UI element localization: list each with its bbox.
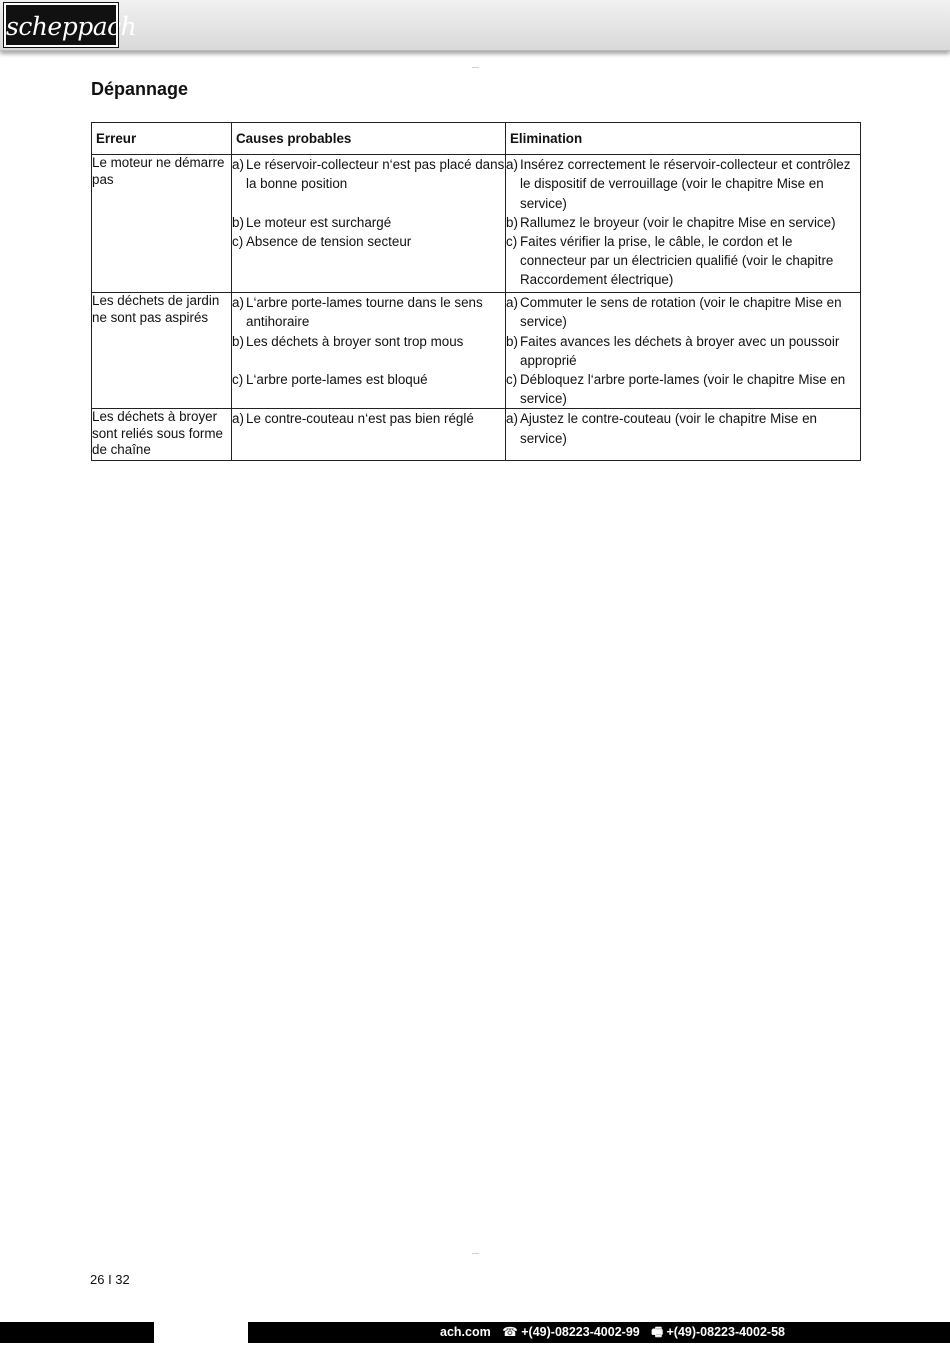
list-item — [506, 213, 860, 232]
item-key: b) — [506, 214, 518, 230]
footer-contact — [440, 1322, 793, 1343]
item-key: c) — [232, 234, 244, 249]
header-causes: Causes probables — [232, 123, 506, 155]
page-number: 26 I 32 — [90, 1272, 130, 1287]
header-error: Erreur — [92, 123, 232, 155]
item-key: a) — [232, 157, 244, 173]
list-item — [506, 155, 860, 213]
list-item — [232, 213, 505, 232]
item-text: Ajustez le contre-couteau (voir le chapitre Mise en service) — [520, 411, 817, 446]
item-text: Les déchets à broyer sont trop mous — [246, 333, 464, 349]
list-item — [506, 370, 860, 408]
list-item — [506, 232, 860, 290]
footer-fax: 🖷 +(49)-08223-4002-58 — [651, 1325, 785, 1339]
error-cell: Les déchets à broyer sont reliés sous forme de chaîne — [92, 409, 232, 461]
remedies-cell — [506, 293, 861, 409]
item-key: a) — [506, 157, 518, 173]
list-item — [232, 155, 505, 193]
page-marker — [472, 1253, 479, 1254]
item-text: Le réservoir-collecteur n‘est pas placé dans la bonne position — [246, 157, 505, 192]
item-key: c) — [232, 372, 244, 387]
header-remedy: Elimination — [506, 123, 861, 155]
footer-white-block — [154, 1322, 248, 1343]
item-key: a) — [232, 411, 244, 427]
item-text: Débloquez l‘arbre porte-lames (voir le chapitre Mise en service) — [520, 372, 846, 407]
item-text: Rallumez le broyeur (voir le chapitre Mise en service) — [520, 214, 836, 230]
causes-cell — [232, 293, 506, 409]
page-marker — [472, 67, 479, 68]
table-row — [92, 409, 861, 461]
list-item — [506, 332, 860, 370]
footer-website-link[interactable]: ach.com — [440, 1325, 491, 1339]
brand-logo: scheppach — [4, 3, 118, 47]
list-item — [506, 293, 860, 331]
troubleshooting-table — [91, 122, 861, 461]
table-row — [92, 155, 861, 293]
list-item — [232, 232, 505, 251]
item-key: b) — [232, 214, 244, 230]
item-key: b) — [232, 333, 244, 349]
causes-cell — [232, 409, 506, 461]
list-item — [232, 409, 505, 428]
table-header-row — [92, 123, 861, 155]
list-item — [232, 370, 505, 389]
error-cell: Le moteur ne démarre pas — [92, 155, 232, 293]
item-key: c) — [506, 234, 518, 250]
causes-cell — [232, 155, 506, 293]
list-item — [232, 332, 505, 351]
list-item — [232, 293, 505, 331]
item-text: Le contre-couteau n‘est pas bien réglé — [246, 411, 474, 427]
item-text: Absence de tension secteur — [246, 234, 412, 249]
item-text: L‘arbre porte-lames tourne dans le sens antihoraire — [246, 295, 483, 330]
footer-bar — [0, 1322, 950, 1343]
remedies-cell — [506, 155, 861, 293]
item-key: b) — [506, 333, 518, 349]
item-key: c) — [506, 372, 518, 388]
footer-phone: ☎ +(49)-08223-4002-99 — [502, 1325, 640, 1339]
remedies-cell — [506, 409, 861, 461]
item-text: L‘arbre porte-lames est bloqué — [246, 372, 428, 387]
table-row — [92, 293, 861, 409]
item-key: a) — [232, 295, 244, 311]
item-text: Le moteur est surchargé — [246, 214, 392, 230]
item-key: a) — [506, 411, 518, 427]
page-title: Dépannage — [91, 79, 189, 99]
item-text: Faites avances les déchets à broyer avec un poussoir approprié — [520, 333, 840, 368]
list-item — [506, 409, 860, 447]
error-cell: Les déchets de jardin ne sont pas aspirés — [92, 293, 232, 409]
item-text: Commuter le sens de rotation (voir le chapitre Mise en service) — [520, 295, 842, 330]
item-text: Insérez correctement le réservoir-collecteur et contrôlez le dispositif de verrouillage (voir le chapitre Mise en service) — [520, 157, 851, 211]
item-key: a) — [506, 295, 518, 311]
item-text: Faites vérifier la prise, le câble, le cordon et le connecteur par un électricien qualifié (voir le chapitre Raccordement électrique) — [520, 234, 834, 288]
header-bar — [0, 0, 950, 51]
